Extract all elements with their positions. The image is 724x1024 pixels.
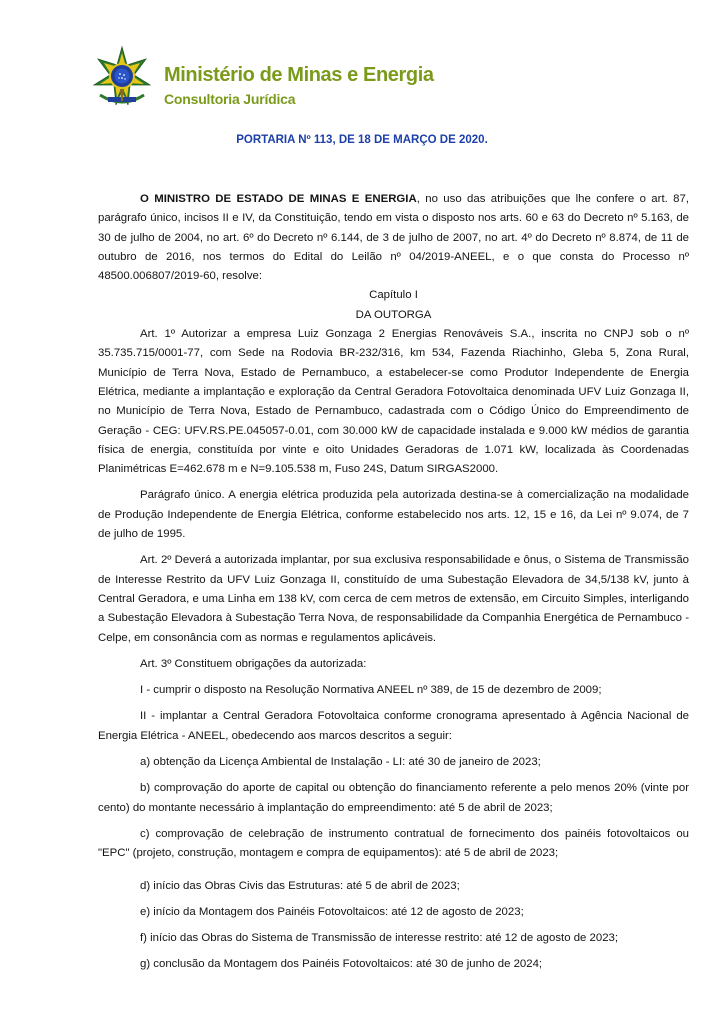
inciso-i: I - cumprir o disposto na Resolução Normativa ANEEL nº 389, de 15 de dezembro de 2009; bbox=[140, 684, 602, 697]
article-1: Art. 1º Autorizar a empresa Luiz Gonzaga 2 Energias Renováveis S.A., inscrita no CNPJ sob o nº 35.735.715/0001-77, com Sede na Rodovia BR-232/316, km 534, Fazenda Riachinho, Gleba 5, Zona Rural, Município de Terra Nova, Estado de Pernambuco, a estabelecer-se como Produtor Independente de Energia Elétrica, mediante a implantação e exploração da Central Geradora Fotovoltaica denominada UFV Luiz Gonzaga II, no Município de Terra Nova, Estado de Pernambuco, cadastrada com o Código Único do Empreendimento de Geração - CEG: UFV.RS.PE.045057-0.01, com 30.000 kW de capacidade instalada e 9.000 kW médios de garantia física de energia, constituída por vinte e oito Unidades Geradoras de 1.071 kW, localizada às Coordenadas Planimétricas E=462.678 m e N=9.105.538 m, Fuso 24S, Datum SIRGAS2000. bbox=[98, 328, 689, 476]
milestone-a: a) obtenção da Licença Ambiental de Instalação - LI: até 30 de janeiro de 2023; bbox=[140, 756, 541, 769]
preamble-authority: O MINISTRO DE ESTADO DE MINAS E ENERGIA bbox=[140, 193, 417, 205]
article-3: Art. 3º Constituem obrigações da autorizada: bbox=[140, 657, 367, 670]
chapter-number: Capítulo I bbox=[369, 289, 418, 302]
preamble-text: , no uso das atribuições que lhe confere o art. 87, parágrafo único, incisos II e IV, da Constituição, tendo em vista o disposto nos arts. 60 e 63 do Decreto nº 5.163, de 30 de julho de 2004, no art. 6º do Decreto nº 6.144, de 3 de julho de 2007, no art. 4º do Decreto nº 8.874, de 11 de outubro de 2016, nos termos do Edital do Leilão nº 04/2019-ANEEL, e o que consta do Processo nº 48500.006807/2019-60, resolve: bbox=[98, 193, 689, 283]
milestone-c: c) comprovação de celebração de instrumento contratual de fornecimento dos painéis fotovoltaicos ou "EPC" (projeto, construção, montagem e compra de equipamentos): até 5 de abril de 2023; bbox=[98, 827, 689, 860]
organization-title: Ministério de Minas e Energia bbox=[164, 64, 434, 86]
milestone-g: g) conclusão da Montagem dos Painéis Fotovoltaicos: até 30 de junho de 2024; bbox=[140, 958, 543, 971]
milestone-e: e) início da Montagem dos Painéis Fotovoltaicos: até 12 de agosto de 2023; bbox=[140, 905, 524, 918]
milestone-f: f) início das Obras do Sistema de Transmissão de interesse restrito: até 12 de agosto de 2023; bbox=[140, 932, 619, 945]
article-2: Art. 2º Deverá a autorizada implantar, por sua exclusiva responsabilidade e ônus, o Sistema de Transmissão de Interesse Restrito da UFV Luiz Gonzaga II, constituído de uma Subestação Elevadora de 34,5/138 kV, junto à Central Geradora, e uma Linha em 138 kV, com cerca de cem metros de extensão, em Circuito Simples, interligando a Subestação Elevadora à Subestação Terra Nova, de responsabilidade da Companhia Energética de Pernambuco - Celpe, em consonância com as normas e regulamentos aplicáveis. bbox=[98, 554, 689, 644]
coat-of-arms-icon bbox=[90, 45, 154, 109]
document-title: PORTARIA Nº 113, DE 18 DE MARÇO DE 2020. bbox=[236, 134, 488, 146]
milestone-d: d) início das Obras Civis das Estruturas: até 5 de abril de 2023; bbox=[140, 879, 460, 892]
preamble bbox=[98, 190, 689, 286]
document-body bbox=[98, 190, 689, 975]
chapter-title: DA OUTORGA bbox=[355, 308, 432, 321]
inciso-ii: II - implantar a Central Geradora Fotovoltaica conforme cronograma apresentado à Agência Nacional de Energia Elétrica - ANEEL, obedecendo aos marcos descritos a seguir: bbox=[98, 710, 689, 742]
milestone-b: b) comprovação do aporte de capital ou obtenção do financiamento referente a pelo menos 20% (vinte por cento) do montante necessário à implantação do empreendimento: até 5 de abril de 2023; bbox=[98, 782, 689, 814]
sole-paragraph: Parágrafo único. A energia elétrica produzida pela autorizada destina-se à comercialização na modalidade de Produção Independente de Energia Elétrica, conforme estabelecido nos arts. 12, 15 e 16, da Lei nº 9.074, de 7 de julho de 1995. bbox=[98, 489, 689, 541]
organization-subtitle: Consultoria Jurídica bbox=[164, 91, 296, 107]
